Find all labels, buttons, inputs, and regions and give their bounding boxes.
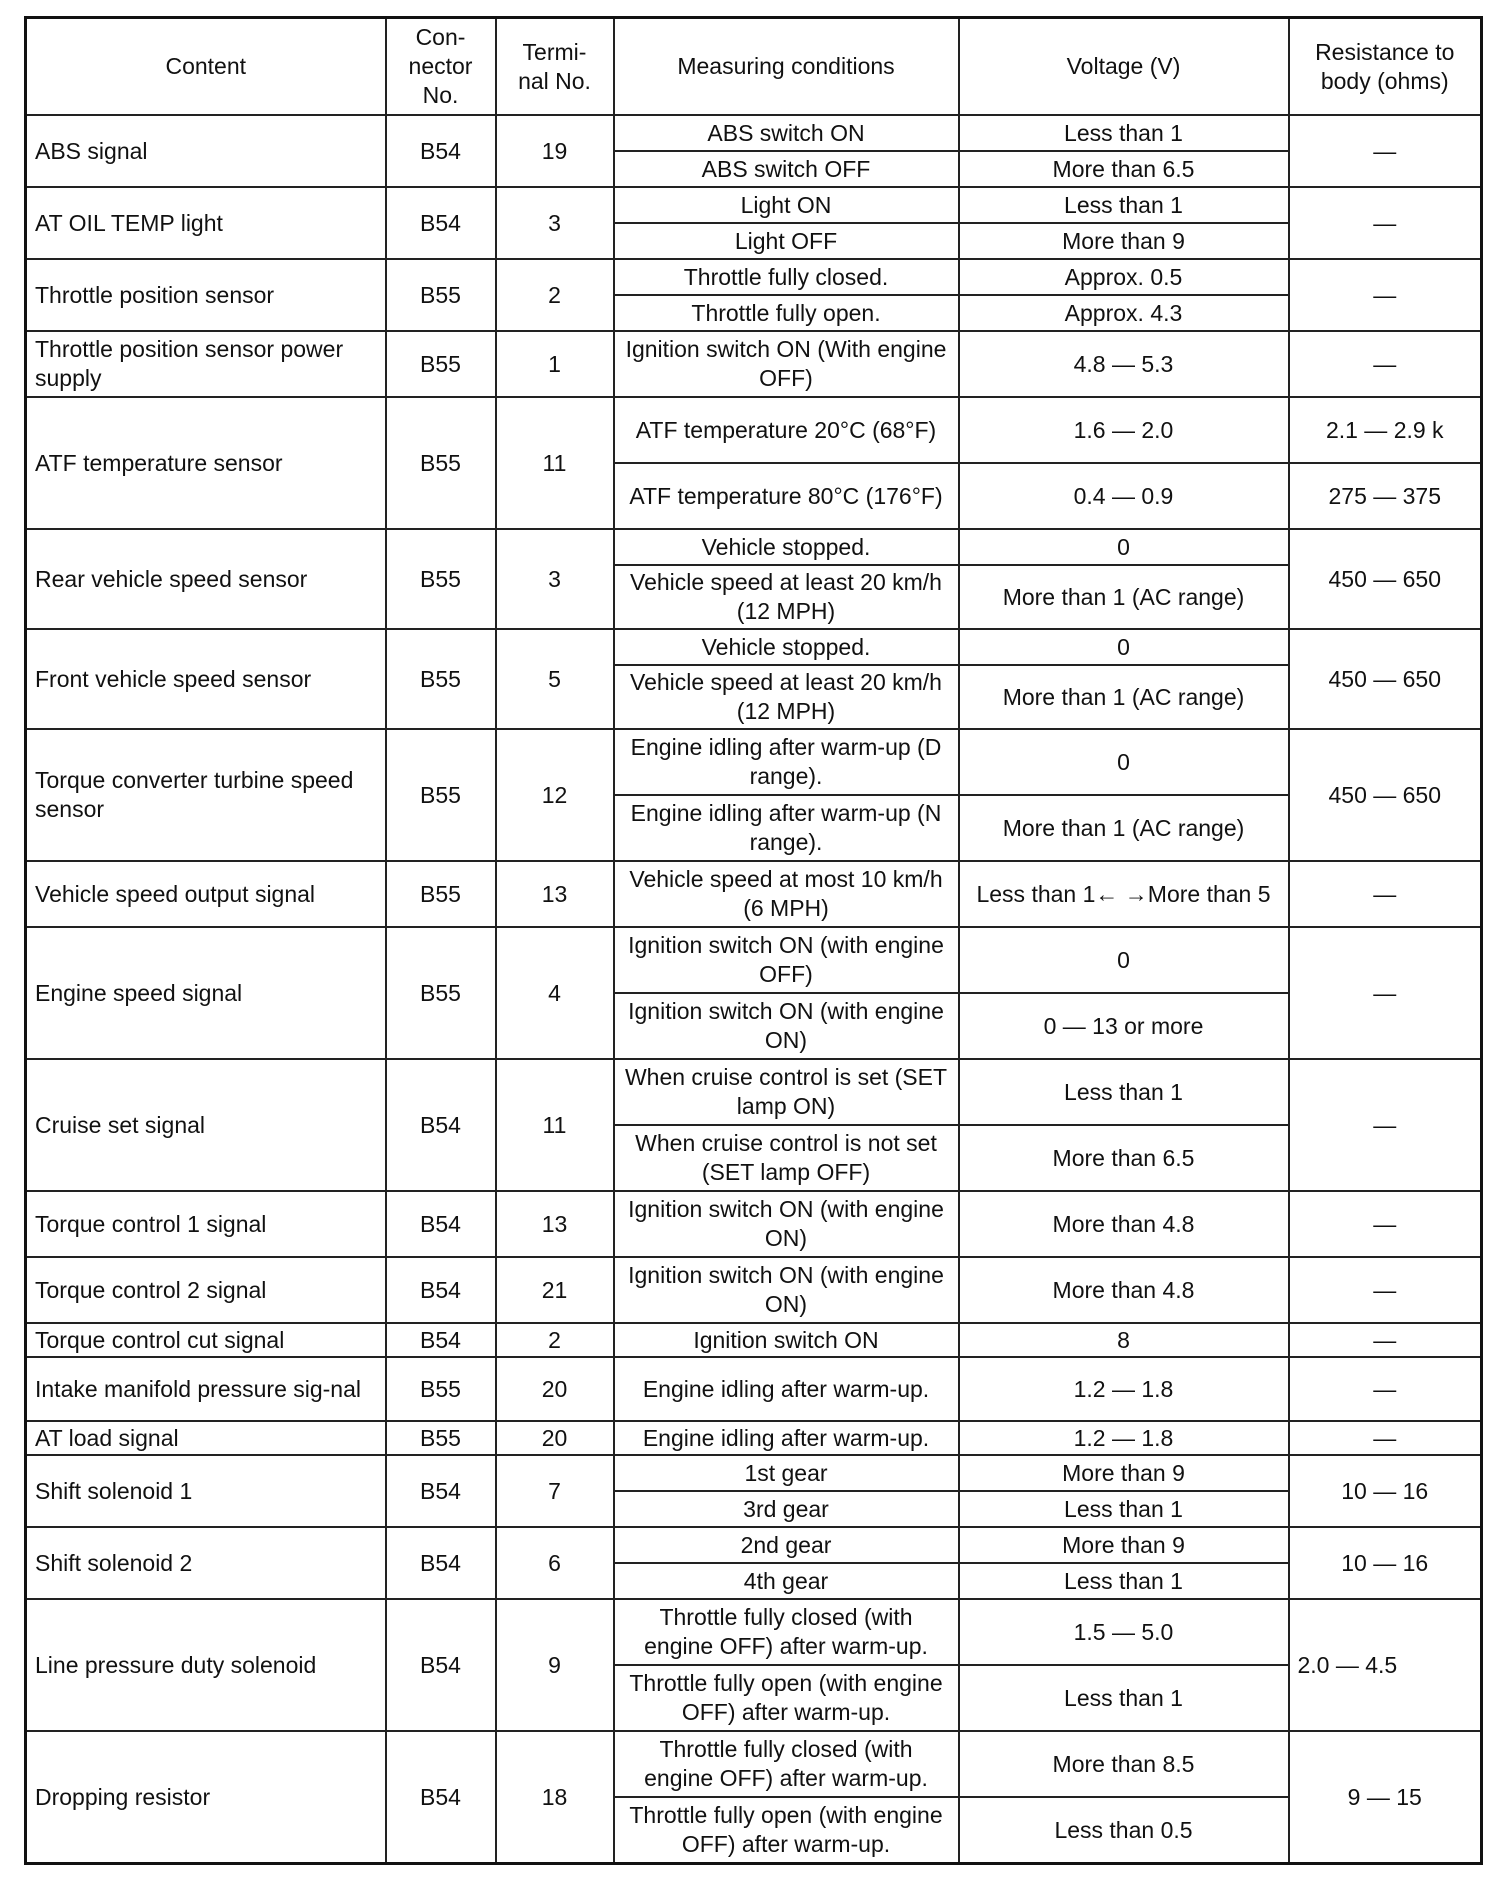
content-cell: Intake manifold pressure sig-nal [26, 1357, 386, 1421]
terminal-cell: 18 [496, 1731, 614, 1864]
content-cell: Shift solenoid 1 [26, 1455, 386, 1527]
connector-cell: B54 [386, 1323, 496, 1357]
header-resistance: Resistance to body (ohms) [1289, 18, 1482, 116]
voltage-cell: More than 8.5 [959, 1731, 1289, 1797]
condition-cell: Ignition switch ON (With engine OFF) [614, 331, 959, 397]
voltage-cell: 1.5 — 5.0 [959, 1599, 1289, 1665]
terminal-cell: 13 [496, 1191, 614, 1257]
resistance-cell: — [1289, 1323, 1482, 1357]
terminal-cell: 7 [496, 1455, 614, 1527]
condition-cell: When cruise control is not set (SET lamp OFF) [614, 1125, 959, 1191]
header-voltage: Voltage (V) [959, 18, 1289, 116]
condition-cell: Throttle fully open. [614, 295, 959, 331]
voltage-cell: 0.4 — 0.9 [959, 463, 1289, 529]
voltage-cell: More than 9 [959, 1455, 1289, 1491]
condition-cell: Light OFF [614, 223, 959, 259]
condition-cell: 1st gear [614, 1455, 959, 1491]
table-row [26, 1323, 1482, 1357]
condition-cell: Throttle fully closed. [614, 259, 959, 295]
table-row [26, 1059, 1482, 1125]
voltage-cell: More than 6.5 [959, 1125, 1289, 1191]
resistance-cell: 10 — 16 [1289, 1455, 1482, 1527]
voltage-cell: More than 6.5 [959, 151, 1289, 187]
connector-cell: B55 [386, 861, 496, 927]
content-cell: Torque control 1 signal [26, 1191, 386, 1257]
voltage-cell: More than 1 (AC range) [959, 565, 1289, 629]
resistance-cell: 450 — 650 [1289, 629, 1482, 729]
connector-cell: B55 [386, 259, 496, 331]
condition-cell: 3rd gear [614, 1491, 959, 1527]
voltage-cell: More than 9 [959, 223, 1289, 259]
voltage-cell: Less than 1 [959, 1491, 1289, 1527]
voltage-cell: 1.2 — 1.8 [959, 1421, 1289, 1455]
resistance-cell: — [1289, 1191, 1482, 1257]
table-row [26, 927, 1482, 993]
connector-cell: B54 [386, 1455, 496, 1527]
condition-cell: Vehicle speed at least 20 km/h (12 MPH) [614, 565, 959, 629]
table-row [26, 629, 1482, 665]
condition-cell: When cruise control is set (SET lamp ON) [614, 1059, 959, 1125]
terminal-cell: 12 [496, 729, 614, 861]
table-row [26, 115, 1482, 151]
terminal-cell: 2 [496, 259, 614, 331]
voltage-cell: Less than 1← →More than 5 [959, 861, 1289, 927]
resistance-cell: — [1289, 1357, 1482, 1421]
content-cell: Rear vehicle speed sensor [26, 529, 386, 629]
resistance-cell: 10 — 16 [1289, 1527, 1482, 1599]
terminal-cell: 3 [496, 187, 614, 259]
content-cell: Vehicle speed output signal [26, 861, 386, 927]
table-row [26, 729, 1482, 795]
connector-cell: B54 [386, 115, 496, 187]
table-row [26, 259, 1482, 295]
condition-cell: Ignition switch ON [614, 1323, 959, 1357]
resistance-cell: — [1289, 1257, 1482, 1323]
header-row [26, 18, 1482, 116]
terminal-cell: 19 [496, 115, 614, 187]
resistance-cell: — [1289, 861, 1482, 927]
condition-cell: Throttle fully open (with engine OFF) after warm-up. [614, 1797, 959, 1864]
condition-cell: Vehicle stopped. [614, 629, 959, 665]
condition-cell: Engine idling after warm-up (N range). [614, 795, 959, 861]
condition-cell: 2nd gear [614, 1527, 959, 1563]
resistance-cell: — [1289, 1421, 1482, 1455]
spec-sheet [24, 16, 1480, 1865]
condition-cell: Throttle fully closed (with engine OFF) after warm-up. [614, 1599, 959, 1665]
terminal-cell: 13 [496, 861, 614, 927]
connector-cell: B55 [386, 529, 496, 629]
voltage-cell: 1.2 — 1.8 [959, 1357, 1289, 1421]
terminal-cell: 20 [496, 1357, 614, 1421]
content-cell: AT OIL TEMP light [26, 187, 386, 259]
condition-cell: ABS switch ON [614, 115, 959, 151]
condition-cell: Throttle fully closed (with engine OFF) after warm-up. [614, 1731, 959, 1797]
condition-cell: 4th gear [614, 1563, 959, 1599]
condition-cell: Engine idling after warm-up. [614, 1357, 959, 1421]
content-cell: Torque control cut signal [26, 1323, 386, 1357]
table-row [26, 861, 1482, 927]
condition-cell: Ignition switch ON (with engine OFF) [614, 927, 959, 993]
voltage-cell: 0 [959, 529, 1289, 565]
condition-cell: Ignition switch ON (with engine ON) [614, 1257, 959, 1323]
resistance-cell: — [1289, 187, 1482, 259]
content-cell: ABS signal [26, 115, 386, 187]
connector-cell: B55 [386, 1357, 496, 1421]
condition-cell: Vehicle speed at most 10 km/h (6 MPH) [614, 861, 959, 927]
condition-cell: Vehicle stopped. [614, 529, 959, 565]
connector-cell: B55 [386, 729, 496, 861]
resistance-cell: 450 — 650 [1289, 529, 1482, 629]
condition-cell: Engine idling after warm-up (D range). [614, 729, 959, 795]
content-cell: Cruise set signal [26, 1059, 386, 1191]
table-row [26, 397, 1482, 463]
connector-cell: B55 [386, 331, 496, 397]
connector-cell: B54 [386, 1059, 496, 1191]
voltage-cell: More than 1 (AC range) [959, 665, 1289, 729]
voltage-cell: 0 — 13 or more [959, 993, 1289, 1059]
voltage-cell: Less than 1 [959, 187, 1289, 223]
terminal-cell: 11 [496, 1059, 614, 1191]
connector-cell: B54 [386, 1731, 496, 1864]
voltage-cell: 8 [959, 1323, 1289, 1357]
content-cell: ATF temperature sensor [26, 397, 386, 529]
connector-cell: B55 [386, 1421, 496, 1455]
terminal-cell: 3 [496, 529, 614, 629]
voltage-cell: 0 [959, 729, 1289, 795]
resistance-cell: 2.1 — 2.9 k [1289, 397, 1482, 463]
connector-cell: B55 [386, 397, 496, 529]
voltage-cell: 4.8 — 5.3 [959, 331, 1289, 397]
table-row [26, 529, 1482, 565]
resistance-cell: — [1289, 927, 1482, 1059]
voltage-cell: 1.6 — 2.0 [959, 397, 1289, 463]
resistance-cell: 450 — 650 [1289, 729, 1482, 861]
connector-cell: B55 [386, 629, 496, 729]
content-cell: Front vehicle speed sensor [26, 629, 386, 729]
table-row [26, 1421, 1482, 1455]
condition-cell: Ignition switch ON (with engine ON) [614, 993, 959, 1059]
content-cell: Dropping resistor [26, 1731, 386, 1864]
voltage-cell: Less than 1 [959, 115, 1289, 151]
table-row [26, 1357, 1482, 1421]
header-terminal: Termi- nal No. [496, 18, 614, 116]
resistance-cell: — [1289, 331, 1482, 397]
voltage-cell: More than 4.8 [959, 1257, 1289, 1323]
resistance-cell: — [1289, 115, 1482, 187]
terminal-cell: 5 [496, 629, 614, 729]
voltage-cell: More than 1 (AC range) [959, 795, 1289, 861]
condition-cell: ATF temperature 20°C (68°F) [614, 397, 959, 463]
condition-cell: Throttle fully open (with engine OFF) after warm-up. [614, 1665, 959, 1731]
table-row [26, 1455, 1482, 1491]
connector-cell: B54 [386, 1257, 496, 1323]
voltage-cell: Less than 0.5 [959, 1797, 1289, 1864]
terminal-cell: 1 [496, 331, 614, 397]
resistance-cell: — [1289, 1059, 1482, 1191]
content-cell: Throttle position sensor power supply [26, 331, 386, 397]
connector-cell: B55 [386, 927, 496, 1059]
resistance-cell: 275 — 375 [1289, 463, 1482, 529]
voltage-cell: Less than 1 [959, 1059, 1289, 1125]
table-row [26, 331, 1482, 397]
condition-cell: ABS switch OFF [614, 151, 959, 187]
terminal-cell: 2 [496, 1323, 614, 1357]
content-cell: Line pressure duty solenoid [26, 1599, 386, 1731]
resistance-cell: — [1289, 259, 1482, 331]
resistance-cell: 9 — 15 [1289, 1731, 1482, 1864]
header-connector: Con- nector No. [386, 18, 496, 116]
voltage-cell: More than 4.8 [959, 1191, 1289, 1257]
connector-cell: B54 [386, 187, 496, 259]
table-row [26, 1731, 1482, 1797]
content-cell: Torque converter turbine speed sensor [26, 729, 386, 861]
terminal-cell: 21 [496, 1257, 614, 1323]
connector-cell: B54 [386, 1599, 496, 1731]
terminal-cell: 20 [496, 1421, 614, 1455]
header-conditions: Measuring conditions [614, 18, 959, 116]
table-row [26, 1599, 1482, 1665]
voltage-cell: Approx. 0.5 [959, 259, 1289, 295]
content-cell: Throttle position sensor [26, 259, 386, 331]
terminal-cell: 6 [496, 1527, 614, 1599]
connector-cell: B54 [386, 1527, 496, 1599]
table-row [26, 187, 1482, 223]
connector-cell: B54 [386, 1191, 496, 1257]
resistance-cell: 2.0 — 4.5 [1289, 1599, 1482, 1731]
content-cell: AT load signal [26, 1421, 386, 1455]
condition-cell: Engine idling after warm-up. [614, 1421, 959, 1455]
condition-cell: Ignition switch ON (with engine ON) [614, 1191, 959, 1257]
content-cell: Shift solenoid 2 [26, 1527, 386, 1599]
table-row [26, 1527, 1482, 1563]
voltage-cell: More than 9 [959, 1527, 1289, 1563]
header-content: Content [26, 18, 386, 116]
terminal-cell: 9 [496, 1599, 614, 1731]
condition-cell: Light ON [614, 187, 959, 223]
voltage-cell: Approx. 4.3 [959, 295, 1289, 331]
condition-cell: ATF temperature 80°C (176°F) [614, 463, 959, 529]
content-cell: Engine speed signal [26, 927, 386, 1059]
content-cell: Torque control 2 signal [26, 1257, 386, 1323]
voltage-cell: Less than 1 [959, 1563, 1289, 1599]
voltage-cell: 0 [959, 629, 1289, 665]
table-row [26, 1257, 1482, 1323]
table-row [26, 1191, 1482, 1257]
terminal-cell: 4 [496, 927, 614, 1059]
voltage-cell: Less than 1 [959, 1665, 1289, 1731]
condition-cell: Vehicle speed at least 20 km/h (12 MPH) [614, 665, 959, 729]
terminal-cell: 11 [496, 397, 614, 529]
voltage-cell: 0 [959, 927, 1289, 993]
terminal-spec-table [24, 16, 1483, 1865]
